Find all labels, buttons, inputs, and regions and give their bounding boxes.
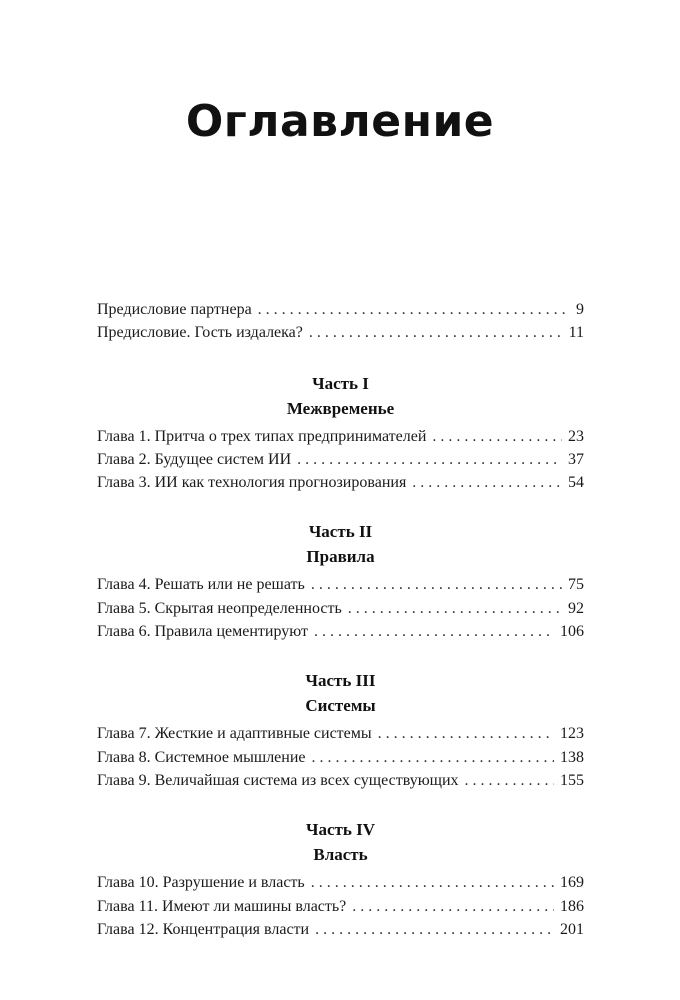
toc-entry-chapter-5[interactable] xyxy=(97,597,584,620)
entry-label: Глава 7. Жесткие и адаптивные системы xyxy=(97,725,372,743)
dot-leader xyxy=(315,918,554,941)
toc-entry-chapter-8[interactable] xyxy=(97,746,584,769)
entry-page-number: 92 xyxy=(568,599,584,617)
dot-leader xyxy=(314,620,554,643)
dot-leader xyxy=(352,895,554,918)
part-4 xyxy=(97,817,584,941)
toc-entry-partner-preface[interactable] xyxy=(97,298,584,321)
part-heading: Часть III xyxy=(305,671,376,691)
dot-leader xyxy=(312,746,555,769)
entry-label: Глава 3. ИИ как технология прогнозирования xyxy=(97,474,407,492)
entry-label: Глава 8. Системное мышление xyxy=(97,748,306,766)
entry-page-number: 23 xyxy=(568,427,584,445)
entry-label: Глава 6. Правила цементируют xyxy=(97,623,308,641)
entry-page-number: 201 xyxy=(560,920,584,938)
part-name: Системы xyxy=(305,696,376,716)
entry-page-number: 11 xyxy=(568,324,584,342)
toc-entry-chapter-1[interactable] xyxy=(97,425,584,448)
part-heading: Часть I xyxy=(312,373,369,393)
part-heading: Часть II xyxy=(308,522,373,542)
dot-leader xyxy=(432,425,562,448)
entry-page-number: 123 xyxy=(560,725,584,743)
dot-leader xyxy=(348,597,562,620)
entry-page-number: 138 xyxy=(560,748,584,766)
entry-page-number: 106 xyxy=(560,623,584,641)
page-title: Оглавление xyxy=(185,96,495,147)
entry-page-number: 155 xyxy=(560,771,584,789)
toc-entry-chapter-3[interactable] xyxy=(97,471,584,494)
entry-page-number: 9 xyxy=(576,301,584,318)
entry-label: Глава 10. Разрушение и власть xyxy=(97,874,305,892)
entry-label: Глава 2. Будущее систем ИИ xyxy=(97,450,292,468)
table-of-contents xyxy=(97,298,584,966)
dot-leader xyxy=(297,448,562,471)
intro-section xyxy=(97,298,584,345)
dot-leader xyxy=(309,321,563,344)
part-name: Правила xyxy=(306,547,375,567)
entry-page-number: 75 xyxy=(568,576,584,594)
dot-leader xyxy=(412,471,562,494)
entry-page-number: 37 xyxy=(568,450,584,468)
dot-leader xyxy=(465,769,554,792)
part-name: Межвременье xyxy=(286,398,395,418)
toc-entry-chapter-11[interactable] xyxy=(97,895,584,918)
dot-leader xyxy=(258,298,570,321)
part-heading: Часть IV xyxy=(305,820,375,840)
toc-entry-chapter-10[interactable] xyxy=(97,871,584,894)
entry-label: Глава 5. Скрытая неопределенность xyxy=(97,599,342,617)
entry-label: Глава 12. Концентрация власти xyxy=(97,920,310,938)
entry-page-number: 54 xyxy=(568,474,584,492)
toc-entry-chapter-9[interactable] xyxy=(97,769,584,792)
part-3 xyxy=(97,668,584,792)
part-2 xyxy=(97,519,584,643)
toc-entry-chapter-4[interactable] xyxy=(97,573,584,596)
entry-label: Предисловие партнера xyxy=(97,301,252,318)
dot-leader xyxy=(378,722,554,745)
entry-label: Предисловие. Гость издалека? xyxy=(97,324,303,342)
dot-leader xyxy=(311,573,562,596)
entry-page-number: 186 xyxy=(560,897,584,915)
entry-label: Глава 11. Имеют ли машины власть? xyxy=(97,897,347,915)
part-1 xyxy=(97,371,584,495)
entry-label: Глава 9. Величайшая система из всех существующих xyxy=(97,771,459,789)
part-name: Власть xyxy=(313,845,368,865)
toc-entry-chapter-7[interactable] xyxy=(97,722,584,745)
dot-leader xyxy=(311,871,554,894)
toc-entry-preface[interactable] xyxy=(97,321,584,344)
entry-label: Глава 4. Решать или не решать xyxy=(97,576,305,594)
toc-entry-chapter-12[interactable] xyxy=(97,918,584,941)
entry-label: Глава 1. Притча о трех типах предпринимателей xyxy=(97,427,427,445)
toc-entry-chapter-2[interactable] xyxy=(97,448,584,471)
entry-page-number: 169 xyxy=(560,874,584,892)
toc-entry-chapter-6[interactable] xyxy=(97,620,584,643)
